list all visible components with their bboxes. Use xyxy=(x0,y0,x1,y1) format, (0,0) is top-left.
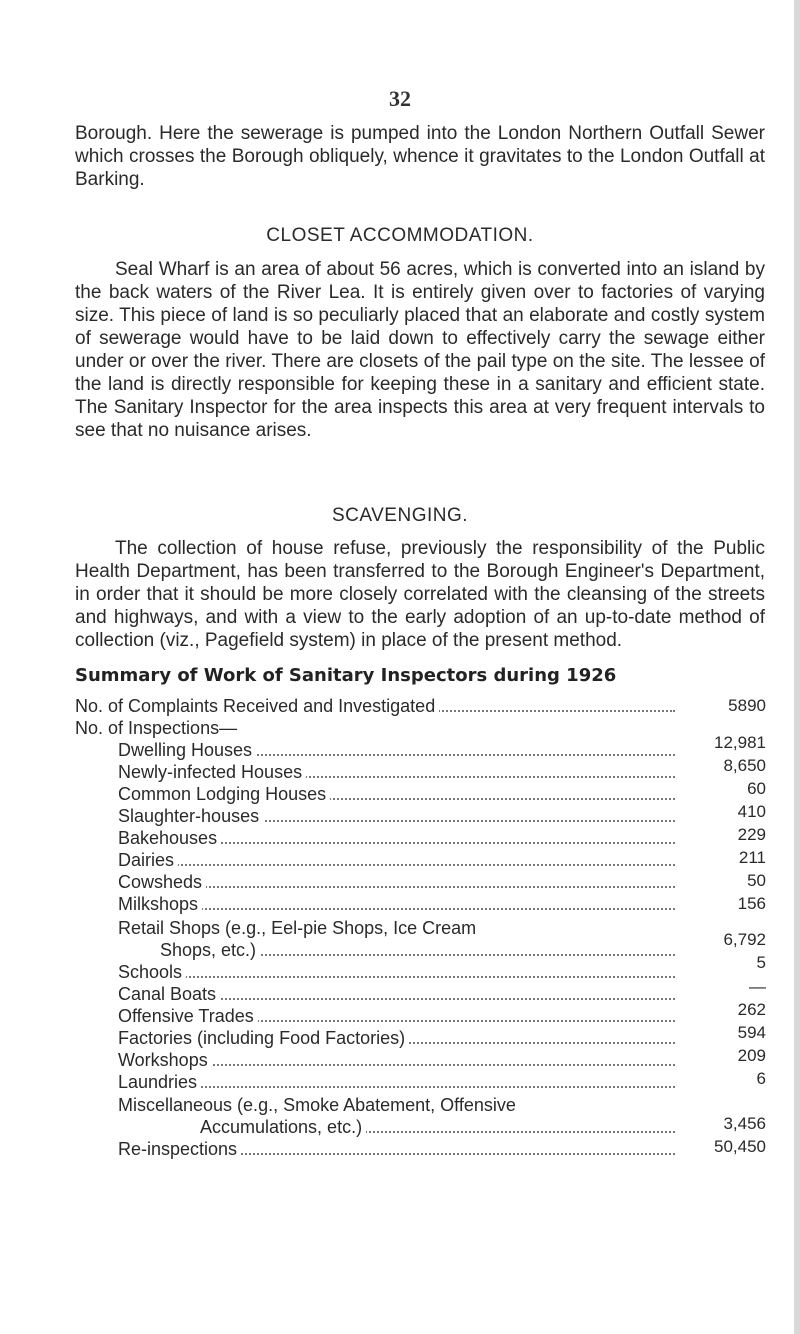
inspection-row-factories: Factories (including Food Factories) xyxy=(118,1027,675,1049)
inspection-value-schools: 5 xyxy=(756,953,766,972)
complaints-value: 5890 xyxy=(728,696,766,715)
inspection-value-dairies: 211 xyxy=(738,848,766,867)
inspection-value-laundries: 6 xyxy=(756,1069,766,1088)
inspection-row-miscellaneous-line1: Miscellaneous (e.g., Smoke Abatement, Offensive xyxy=(118,1094,675,1116)
summary-title: Summary of Work of Sanitary Inspectors during 1926 xyxy=(75,665,617,686)
scavenging-heading: SCAVENGING. xyxy=(331,505,469,526)
inspection-row-common-lodging-houses: Common Lodging Houses xyxy=(118,783,675,805)
inspection-value-bakehouses: 229 xyxy=(737,825,766,844)
inspection-value-cowsheds: 50 xyxy=(747,871,766,890)
page-number: 32 xyxy=(389,86,411,111)
inspection-row-schools: Schools xyxy=(118,961,675,983)
inspection-value-canal-boats: — xyxy=(749,977,766,996)
complaints-row xyxy=(75,695,675,717)
page-edge-shadow xyxy=(794,0,800,1334)
inspection-value-retail-shops: 6,792 xyxy=(723,930,766,949)
inspections-header: No. of Inspections— xyxy=(75,717,675,739)
inspection-value-newly-infected-houses: 8,650 xyxy=(723,756,766,775)
scavenging-paragraph: The collection of house refuse, previously the responsibility of the Public Health Department, has been transferred to the Borough Engineer's Department, in order that it should be more closely correlated with the cleansing of the streets and highways, and with a view to the early adoption of an up-to-date method of collection (viz., Pagefield system) in place of the present method. xyxy=(75,538,765,651)
inspection-value-dwelling-houses: 12,981 xyxy=(714,733,766,752)
inspection-row-laundries: Laundries xyxy=(118,1071,675,1093)
complaints-label: No. of Complaints Received and Investigated xyxy=(75,696,439,716)
inspection-value-common-lodging-houses: 60 xyxy=(747,779,766,798)
inspection-value-slaughter-houses: 410 xyxy=(737,802,766,821)
inspection-row-retail-shops-line1: Retail Shops (e.g., Eel-pie Shops, Ice Cream xyxy=(118,917,675,939)
inspection-row-miscellaneous: Accumulations, etc.) xyxy=(200,1116,675,1138)
inspection-row-milkshops: Milkshops xyxy=(118,893,675,915)
inspection-value-re-inspections: 50,450 xyxy=(714,1137,766,1156)
inspection-row-slaughter-houses: Slaughter-houses xyxy=(118,805,675,827)
inspection-value-offensive-trades: 262 xyxy=(737,1000,766,1019)
inspection-value-factories: 594 xyxy=(737,1023,766,1042)
inspection-row-cowsheds: Cowsheds xyxy=(118,871,675,893)
closet-accommodation-paragraph: Seal Wharf is an area of about 56 acres, which is converted into an island by the back waters of the River Lea. It is entirely given over to factories of varying size. This piece of land is so peculiarly placed that an elaborate and costly system of sewerage would have to be laid down to effectively carry the sewage either under or over the river. There are closets of the pail type on the site. The lessee of the land is directly responsible for keeping these in a sanitary and efficient state. The Sanitary Inspector for the area inspects this area at very frequent intervals to see that no nuisance arises. xyxy=(75,259,765,441)
inspection-row-dairies: Dairies xyxy=(118,849,675,871)
inspection-row-canal-boats: Canal Boats xyxy=(118,983,675,1005)
closet-accommodation-heading: CLOSET ACCOMMODATION. xyxy=(266,225,534,246)
inspection-row-re-inspections: Re-inspections xyxy=(118,1138,675,1160)
inspection-value-miscellaneous: 3,456 xyxy=(723,1114,766,1133)
inspection-row-dwelling-houses: Dwelling Houses xyxy=(118,739,675,761)
inspection-row-offensive-trades: Offensive Trades xyxy=(118,1005,675,1027)
inspection-row-bakehouses: Bakehouses xyxy=(118,827,675,849)
inspection-row-retail-shops: Shops, etc.) xyxy=(160,939,675,961)
inspection-value-milkshops: 156 xyxy=(737,894,766,913)
inspection-row-newly-infected-houses: Newly-infected Houses xyxy=(118,761,675,783)
inspection-value-workshops: 209 xyxy=(737,1046,766,1065)
sewerage-paragraph: Borough. Here the sewerage is pumped into the London Northern Outfall Sewer which crosses the Borough obliquely, whence it gravitates to the London Outfall at Barking. xyxy=(75,123,765,190)
inspection-row-workshops: Workshops xyxy=(118,1049,675,1071)
